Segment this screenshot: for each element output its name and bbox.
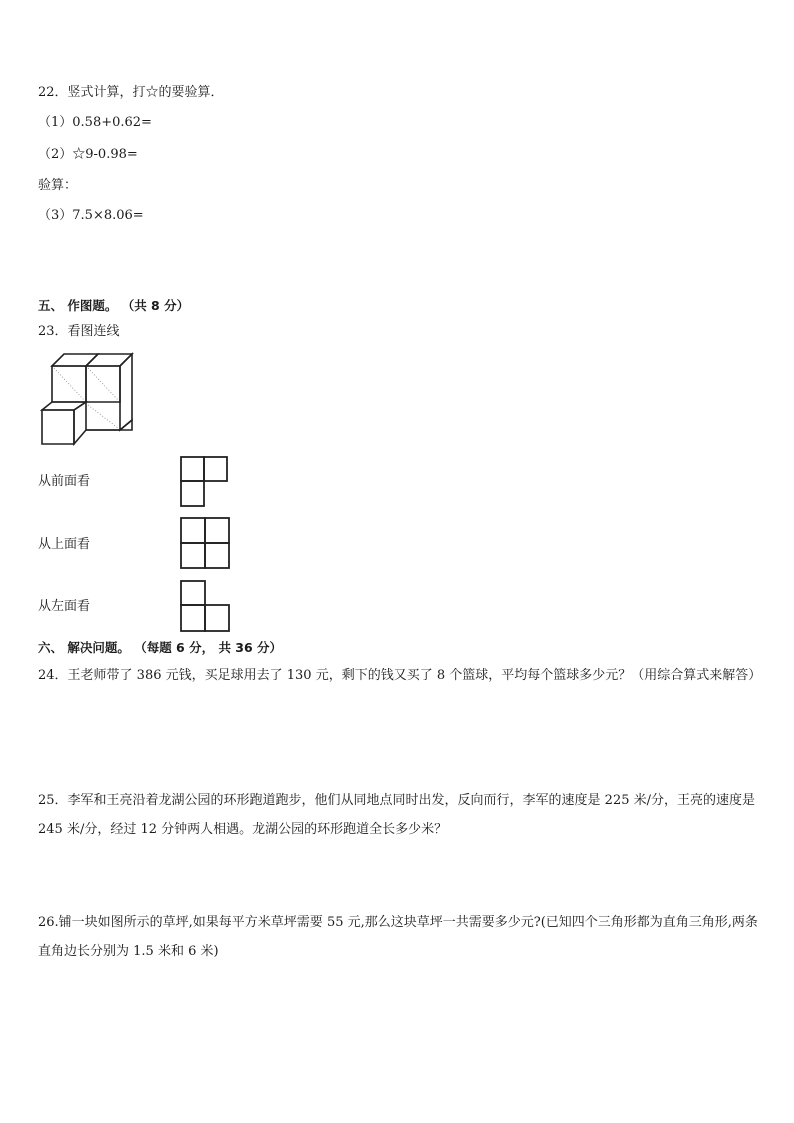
q22-item-2: （2）☆9-0.98=	[38, 147, 138, 162]
q26-text: 26.铺一块如图所示的草坪,如果每平方米草坪需要 55 元,那么这块草坪一共需要多少元?(已知四个三角形都为直角三角形,两条直角边长分别为 1.5 米和 6 米)	[38, 915, 758, 959]
section-6-heading: 六、 解决问题。 （每题 6 分， 共 36 分）	[38, 640, 283, 655]
view-option-c	[179, 579, 233, 635]
q25-text: 25．李军和王亮沿着龙湖公园的环形跑道跑步，他们从同地点同时出发，反向而行，李军的速度是 225 米/分，王亮的速度是 245 米/分，经过 12 分钟两人相遇。龙湖公园的环形跑道全长多少米？	[38, 793, 756, 837]
q22-item-3: （3）7.5×8.06=	[38, 208, 144, 223]
q23-title: 23．看图连线	[38, 324, 120, 339]
view-option-b	[179, 516, 233, 572]
q22-title: 22．竖式计算，打☆的要验算．	[38, 85, 224, 100]
q24-text: 24．王老师带了 386 元钱，买足球用去了 130 元，剩下的钱又买了 8 个篮球，平均每个篮球多少元？（用综合算式来解答）	[38, 668, 762, 683]
q22-item-1: （1）0.58+0.62=	[38, 115, 152, 130]
front-view-label: 从前面看	[38, 474, 91, 489]
cube-stack-figure	[38, 350, 134, 448]
q22-check-label: 验算：	[38, 178, 78, 193]
top-view-label: 从上面看	[38, 537, 91, 552]
view-option-a	[179, 455, 231, 509]
section-5-heading: 五、 作图题。 （共 8 分）	[38, 298, 190, 313]
left-view-label: 从左面看	[38, 599, 91, 614]
